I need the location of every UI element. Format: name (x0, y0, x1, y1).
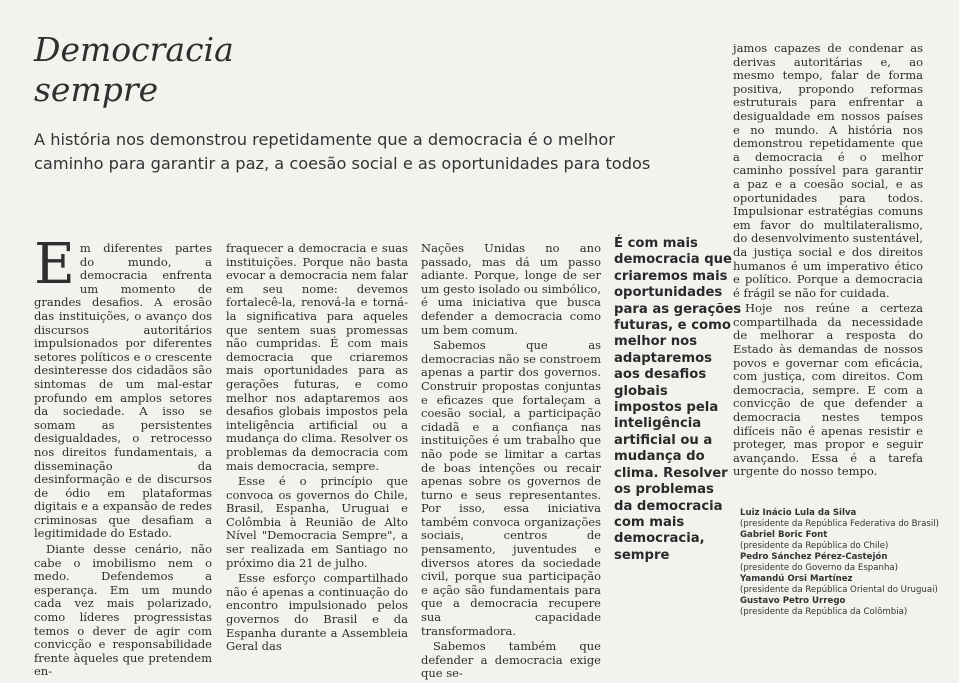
pull-quote-line: impostos pela (614, 400, 719, 416)
drop-cap: E (34, 232, 75, 297)
paragraph: Hoje nos reúne a certeza compartilhada da necessidade de melhorar a resposta do Estado às demandas de nossos povos e governar com eficácia, com justiça, com direitos. Com democracia, sempre. E com a convicção de que defender a democracia nestes tempos difíceis não é apenas resistir e proteger, mas propor e seguir avançando. Essa é a tarefa urgente do nosso tempo. (733, 301, 923, 479)
pull-quote-line: adaptaremos (614, 350, 712, 366)
pull-quote-line: aos desafios (614, 367, 707, 383)
pull-quote-line: com mais (614, 514, 685, 530)
signature-name: Luiz Inácio Lula da Silva (740, 508, 857, 518)
pull-quote-line: democracia, (614, 531, 705, 547)
pull-quote-line: democracia que (614, 252, 733, 268)
paragraph: fraquecer a democracia e suas instituições. Porque não basta evocar a democracia nem falar em seu nome: devemos fortalecê-la, renová-la e torná-la significativa para aqueles que sentem suas promessas não cumpridas. É com mais democracia que criaremos mais oportunidades para as gerações futuras, e como melhor nos adaptaremos aos desafios globais impostos pela inteligência artificial ou a mudança do clima. Resolver os problemas da democracia com mais democracia, sempre. (226, 241, 408, 473)
text-column-1 (34, 232, 212, 681)
pull-quote (614, 236, 742, 564)
pull-quote-line: da democracia (614, 498, 723, 514)
paragraph: Sabemos que as democracias não se constroem apenas a partir dos governos. Construir propostas conjuntas e eficazes que fortaleçam a coesão social, a participação cidadã e a confiança nas instituições é um trabalho que não pode se limitar a cartas de boas intenções ou recair apenas sobre os governos de turno e seus representantes. Por isso, essa iniciativa também convoca organizações sociais, centros de pensamento, juventudes e diversos atores da sociedade civil, porque sua participação e ação são fundamentais para que a democracia recupere sua capacidade transformadora. (421, 338, 601, 638)
text-column-5 (733, 42, 923, 481)
signature-role: (presidente da República do Chile) (740, 541, 889, 551)
signature (740, 508, 940, 530)
pull-quote-line: oportunidades (614, 285, 723, 301)
paragraph-text: m diferentes partes do mundo, a democracia enfrenta um momento de grandes desafios. A erosão das instituições, o avanço dos discursos autoritários impulsionados por diferentes setores políticos e o crescente desinteresse dos cidadãos são sintomas de um mal-estar profundo em amplos setores da sociedade. A isso se somam as persistentes desigualdades, o retrocesso nos direitos fundamentais, a disseminação da desinformação e de discursos de ódio em plataformas digitais e a expansão de redes criminosas que desafiam a legitimidade do Estado. (34, 241, 212, 541)
pull-quote-line: mudança do (614, 449, 705, 465)
signature-role: (presidente da República Federativa do Brasil) (740, 519, 939, 529)
article-subtitle (34, 128, 714, 176)
signature-name: Pedro Sánchez Pérez-Castejón (740, 552, 888, 562)
pull-quote-line: criaremos mais (614, 268, 728, 284)
pull-quote-line: globais (614, 383, 668, 399)
title-line-1: Democracia (34, 30, 234, 69)
text-column-2 (226, 242, 408, 656)
subtitle-line-1: A história nos demonstrou repetidamente que a democracia é o melhor (34, 130, 615, 149)
signature (740, 596, 940, 618)
subtitle-line-2: caminho para garantir a paz, a coesão social e as oportunidades para todos (34, 154, 651, 173)
pull-quote-line: para as gerações (614, 301, 742, 317)
paragraph: Diante desse cenário, não cabe o imobilismo nem o medo. Defendemos a esperança. Em um mundo cada vez mais polarizado, como líderes progressistas temos o dever de agir com convicção e responsabilidade frente àqueles que pretendem en- (34, 542, 212, 679)
signature (740, 552, 940, 574)
paragraph: jamos capazes de condenar as derivas autoritárias e, ao mesmo tempo, falar de forma positiva, propondo reformas estruturais para enfrentar a desigualdade em nossos países e no mundo. A história nos demonstrou repetidamente que a democracia é o melhor caminho possível para garantir a paz e a coesão social, e as oportunidades para todos. Impulsionar estratégias comuns em favor do multilateralismo, do desenvolvimento sustentável, da justiça social e dos direitos humanos é um imperativo ético e político. Porque a democracia é frágil se não for cuidada. (733, 41, 923, 300)
signature-role: (presidente do Governo da Espanha) (740, 563, 899, 573)
paragraph: Esse esforço compartilhado não é apenas a continuação do encontro impulsionado pelos governos do Brasil e da Espanha durante a Assembleia Geral das (226, 571, 408, 654)
signature-block (740, 508, 940, 618)
pull-quote-line: sempre (614, 547, 670, 563)
pull-quote-line: inteligência (614, 416, 702, 432)
paragraph: Sabemos também que defender a democracia exige que se- (421, 639, 601, 681)
pull-quote-line: os problemas (614, 482, 714, 498)
paragraph: Esse é o princípio que convoca os governos do Chile, Brasil, Espanha, Uruguai e Colômbia à Reunião de Alto Nível "Democracia Sempre", a ser realizada em Santiago no próximo dia 21 de julho. (226, 474, 408, 570)
signature-role: (presidente da República da Colômbia) (740, 607, 908, 617)
signature (740, 530, 940, 552)
text-column-3 (421, 242, 601, 683)
signature-role: (presidente da República Oriental do Uruguai) (740, 585, 938, 595)
signature-name: Gabriel Boric Font (740, 530, 828, 540)
paragraph: Nações Unidas no ano passado, mas dá um passo adiante. Porque, longe de ser um gesto isolado ou simbólico, é uma iniciativa que busca defender a democracia como um bem comum. (421, 241, 601, 337)
title-line-2: sempre (34, 70, 159, 109)
signature (740, 574, 940, 596)
pull-quote-line: artificial ou a (614, 432, 713, 448)
signature-name: Yamandú Orsi Martínez (740, 574, 853, 584)
pull-quote-line: clima. Resolver (614, 465, 728, 481)
pull-quote-line: melhor nos (614, 334, 698, 350)
paragraph (34, 232, 212, 541)
pull-quote-line: futuras, e como (614, 318, 731, 334)
article-title (34, 30, 294, 110)
signature-name: Gustavo Petro Urrego (740, 596, 846, 606)
pull-quote-line: É com mais (614, 236, 698, 251)
